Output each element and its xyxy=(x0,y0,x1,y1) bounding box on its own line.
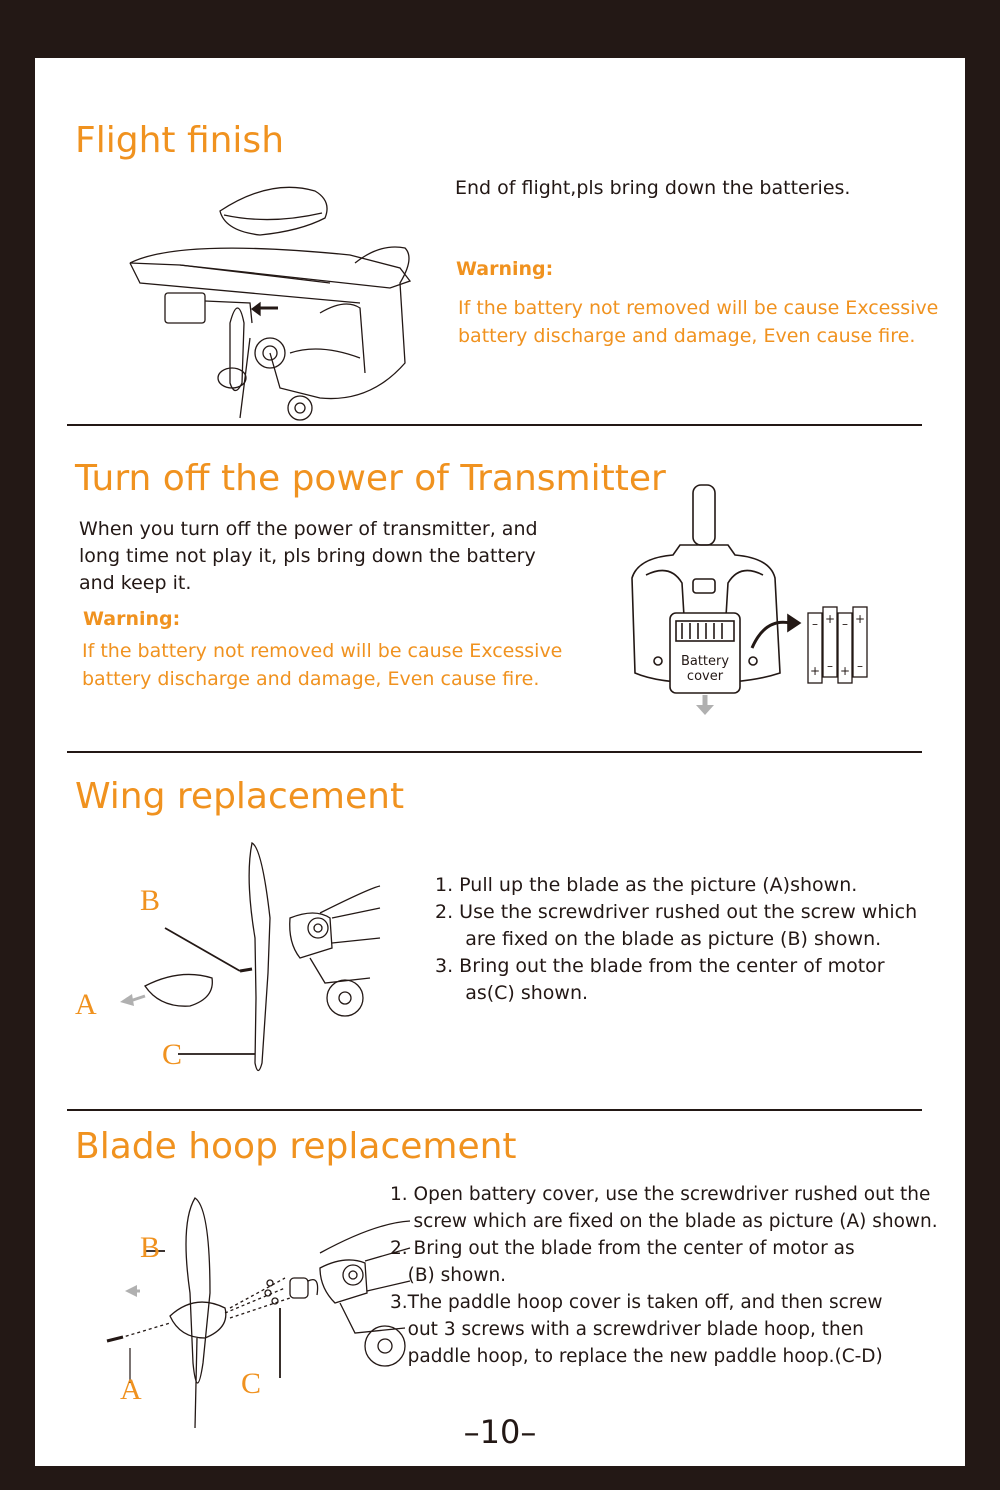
step-line: out 3 screws with a screwdriver blade hoop, then xyxy=(390,1319,864,1340)
section-divider xyxy=(67,424,922,426)
text-line: and keep it. xyxy=(79,572,192,594)
warning-line: If the battery not removed will be cause Excessive xyxy=(82,640,563,662)
battery-cover-label-line1: Battery xyxy=(680,654,730,669)
wing-label-c: C xyxy=(162,1038,183,1071)
hoop-label-a: A xyxy=(120,1373,142,1406)
step-line: are fixed on the blade as picture (B) shown. xyxy=(435,928,882,950)
wing-heading: Wing replacement xyxy=(75,776,405,817)
transmitter-warning xyxy=(82,637,562,693)
transmitter-text xyxy=(79,516,538,597)
warning-line: battery discharge and damage, Even cause fire. xyxy=(82,668,540,690)
text-line: long time not play it, pls bring down the battery xyxy=(79,545,536,567)
hoop-label-b: B xyxy=(140,1231,161,1264)
wing-replacement-illustration xyxy=(70,838,390,1078)
svg-text:+: + xyxy=(854,612,866,626)
step-line: 1. Pull up the blade as the picture (A)shown. xyxy=(435,874,858,896)
step-line: paddle hoop, to replace the new paddle hoop.(C-D) xyxy=(390,1346,883,1367)
warning-line: battery discharge and damage, Even cause fire. xyxy=(458,325,916,347)
svg-text:–: – xyxy=(857,659,863,673)
flight-finish-warning-title: Warning: xyxy=(456,258,554,280)
transmitter-illustration xyxy=(630,483,890,718)
step-line: 2. Use the screwdriver rushed out the screw which xyxy=(435,901,918,923)
svg-text:–: – xyxy=(812,617,818,631)
step-line: screw which are fixed on the blade as picture (A) shown. xyxy=(390,1211,938,1232)
battery-cover-label-line2: cover xyxy=(686,669,724,684)
hoop-label-c: C xyxy=(241,1367,262,1400)
flight-finish-heading: Flight finish xyxy=(75,120,285,161)
step-line: (B) shown. xyxy=(390,1265,507,1286)
warning-line: If the battery not removed will be cause Excessive xyxy=(458,297,939,319)
wing-label-b: B xyxy=(140,884,161,917)
text-line: When you turn off the power of transmitter, and xyxy=(79,518,538,540)
section-divider xyxy=(67,1109,922,1111)
wing-steps xyxy=(435,872,917,1007)
plane-battery-illustration xyxy=(120,173,420,413)
svg-text:–: – xyxy=(827,659,833,673)
step-line: as(C) shown. xyxy=(435,982,589,1004)
svg-text:+: + xyxy=(824,612,836,626)
page-number: –10– xyxy=(463,1413,537,1451)
step-line: 3. Bring out the blade from the center of motor xyxy=(435,955,885,977)
step-line: 1. Open battery cover, use the screwdriver rushed out the xyxy=(390,1184,931,1205)
flight-finish-warning xyxy=(458,294,938,350)
hoop-heading: Blade hoop replacement xyxy=(75,1126,517,1167)
wing-label-a: A xyxy=(75,988,97,1021)
svg-text:–: – xyxy=(842,617,848,631)
flight-finish-text: End of flight,pls bring down the batteries. xyxy=(455,177,851,199)
step-line: 2. Bring out the blade from the center of motor as xyxy=(390,1238,855,1259)
svg-text:+: + xyxy=(809,664,821,678)
transmitter-warning-title: Warning: xyxy=(83,608,181,630)
svg-text:+: + xyxy=(839,664,851,678)
transmitter-heading: Turn off the power of Transmitter xyxy=(75,458,666,499)
step-line: 3.The paddle hoop cover is taken off, and then screw xyxy=(390,1292,883,1313)
section-divider xyxy=(67,751,922,753)
manual-page xyxy=(35,58,965,1466)
hoop-steps xyxy=(390,1181,938,1370)
